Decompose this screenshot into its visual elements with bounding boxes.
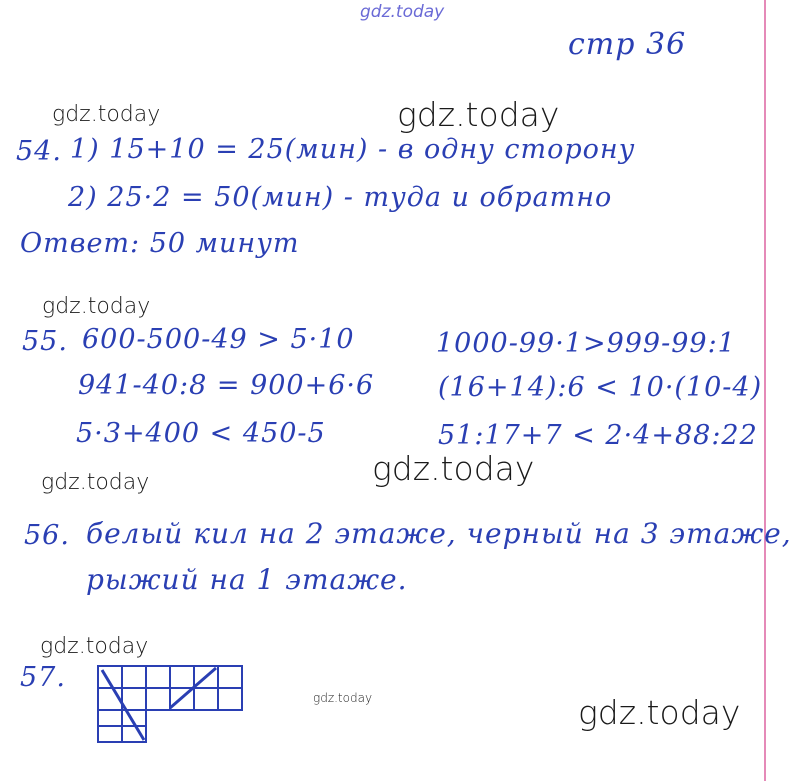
watermark: gdz.today: [52, 102, 161, 127]
watermark: gdz.today: [397, 95, 560, 134]
problem-56-line-1: белый кил на 2 этаже, черный на 3 этаже,: [86, 517, 792, 550]
problem-55-number: 55.: [22, 326, 68, 357]
watermark: gdz.today: [578, 693, 741, 732]
problem-55-expression: 600-500-49 > 5·10: [82, 324, 355, 355]
watermark: gdz.today: [372, 449, 535, 488]
watermark: gdz.today: [41, 470, 150, 495]
problem-54-line-2: 2) 25·2 = 50(мин) - туда и обратно: [68, 182, 613, 213]
notebook-margin-line: [764, 0, 766, 781]
watermark-top: gdz.today: [360, 2, 445, 22]
watermark: gdz.today: [42, 294, 151, 319]
problem-54-answer: Ответ: 50 минут: [20, 228, 300, 259]
problem-55-expression: 1000-99·1>999-99:1: [436, 328, 736, 359]
problem-54-line-1: 1) 15+10 = 25(мин) - в одну сторону: [70, 134, 636, 165]
problem-54-number: 54.: [16, 136, 62, 167]
watermark: gdz.today: [313, 691, 373, 705]
problem-56-line-2: рыжий на 1 этаже.: [86, 563, 408, 596]
problem-56-number: 56.: [24, 520, 70, 551]
problem-55-expression: 941-40:8 = 900+6·6: [78, 370, 375, 401]
problem-55-expression: (16+14):6 < 10·(10-4): [438, 372, 763, 403]
problem-57-number: 57.: [20, 662, 66, 693]
problem-55-expression: 51:17+7 < 2·4+88:22: [438, 420, 758, 451]
problem-55-expression: 5·3+400 < 450-5: [76, 418, 326, 449]
problem-57-grid-drawing: [96, 664, 246, 744]
watermark: gdz.today: [40, 634, 149, 659]
page-number: стр 36: [568, 27, 687, 62]
